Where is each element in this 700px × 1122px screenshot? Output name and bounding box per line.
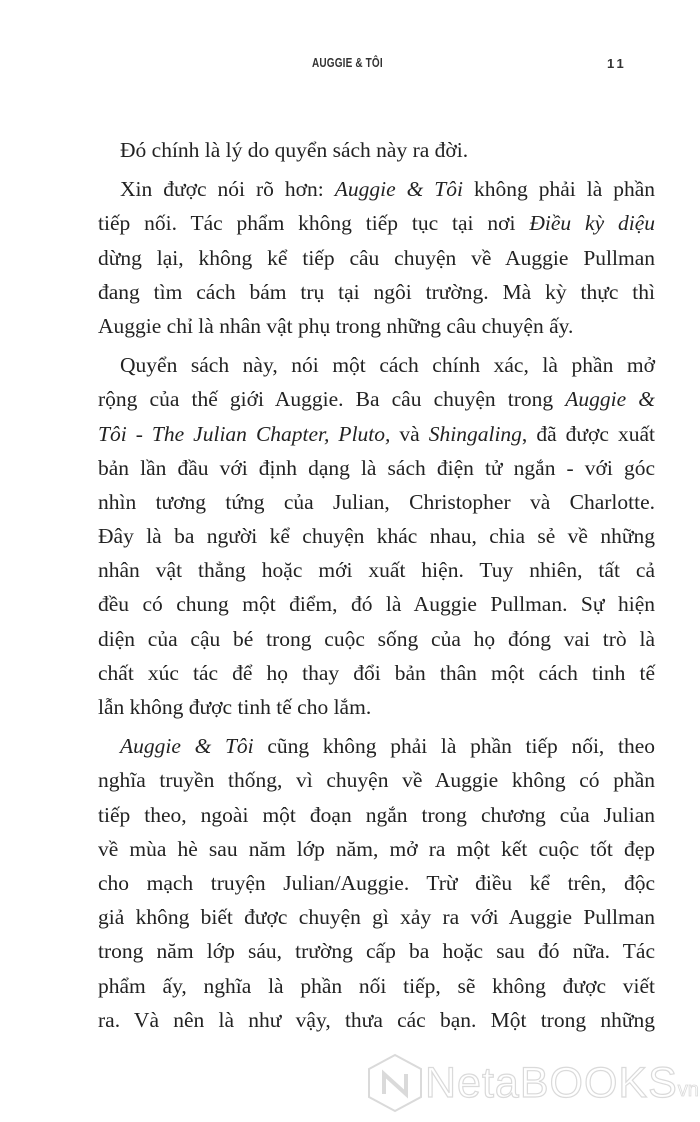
text-line xyxy=(98,798,655,832)
text-line xyxy=(98,519,655,553)
text-line xyxy=(98,417,655,451)
netabooks-logo-icon xyxy=(365,1052,425,1114)
text-line xyxy=(98,348,655,382)
text-segment: dừng lại, không kể tiếp câu chuyện về Auggie Pullman xyxy=(98,245,655,270)
text-line xyxy=(98,1003,655,1037)
text-segment: Đó chính là lý do quyển sách này ra đời. xyxy=(120,138,469,162)
page-number: 11 xyxy=(607,56,627,71)
text-line xyxy=(98,656,655,690)
text-segment: không phải là phần xyxy=(463,177,656,202)
running-header xyxy=(0,56,700,76)
text-segment: nghĩa truyền thống, vì chuyện về Auggie không có phần xyxy=(98,768,655,793)
text-segment: cũng không phải là phần tiếp nối, theo xyxy=(253,734,655,759)
text-segment: rộng của thế giới Auggie. Ba câu chuyện trong xyxy=(98,387,566,412)
text-line xyxy=(98,729,655,763)
text-line xyxy=(98,451,655,485)
text-segment: nhân vật thẳng hoặc mới xuất hiện. Tuy nhiên, tất cả xyxy=(98,558,655,583)
body-text xyxy=(98,133,655,1037)
watermark-text: NetaBOOKS xyxy=(425,1058,678,1107)
running-title: AUGGIE & TÔI xyxy=(312,56,383,70)
text-segment: Đây là ba người kể chuyện khác nhau, chia sẻ về những xyxy=(98,524,655,549)
text-line xyxy=(98,832,655,866)
italic-title-text: Shingaling xyxy=(428,421,522,446)
text-line xyxy=(98,553,655,587)
italic-title-text: Auggie & Tôi xyxy=(334,177,463,202)
text-line xyxy=(98,241,655,275)
text-line xyxy=(98,622,655,656)
text-segment: tiếp theo, ngoài một đoạn ngắn trong chương của Julian xyxy=(98,802,655,827)
text-segment: nhìn tương tứng của Julian, Christopher và Charlotte. xyxy=(98,489,655,514)
text-segment: tiếp nối. Tác phẩm không tiếp tục tại nơi xyxy=(98,211,530,236)
text-segment: Xin được nói rõ hơn: xyxy=(120,177,335,202)
text-line xyxy=(98,206,655,240)
text-segment: Quyển sách này, nói một cách chính xác, là phần mở xyxy=(120,353,655,378)
italic-title-text: Auggie & Tôi xyxy=(120,734,254,759)
text-line xyxy=(98,900,655,934)
text-segment: bản lần đầu với định dạng là sách điện tử ngắn - với góc xyxy=(98,455,655,480)
text-line xyxy=(98,969,655,1003)
italic-title-text: Điều kỳ diệu xyxy=(529,211,655,236)
text-line xyxy=(98,866,655,900)
text-line xyxy=(98,133,655,167)
text-line xyxy=(98,382,655,416)
text-segment: lẫn không được tinh tế cho lắm. xyxy=(98,695,372,719)
text-line xyxy=(98,934,655,968)
text-segment: Auggie chỉ là nhân vật phụ trong những câu chuyện ấy. xyxy=(98,313,574,338)
text-segment: giả không biết được chuyện gì xảy ra với Auggie Pullman xyxy=(98,905,655,930)
text-line xyxy=(98,309,655,343)
watermark xyxy=(365,1052,699,1114)
text-line xyxy=(98,275,655,309)
italic-title-text: Auggie & xyxy=(565,387,656,412)
text-segment: diện của cậu bé trong cuộc sống của họ đóng vai trò là xyxy=(98,626,655,651)
text-segment: ra. Và nên là như vậy, thưa các bạn. Một trong những xyxy=(98,1007,655,1032)
watermark-suffix: vn xyxy=(677,1078,699,1101)
text-segment: đang tìm cách bám trụ tại ngôi trường. Mà kỳ thực thì xyxy=(98,279,655,304)
text-segment: đều có chung một điểm, đó là Auggie Pullman. Sự hiện xyxy=(98,592,655,617)
text-segment: , đã được xuất xyxy=(521,421,656,446)
text-segment: cho mạch truyện Julian/Auggie. Trừ điều kể trên, độc xyxy=(98,870,655,895)
text-segment: về mùa hè sau năm lớp năm, mở ra một kết cuộc tốt đẹp xyxy=(98,836,655,861)
text-segment: trong năm lớp sáu, trường cấp ba hoặc sau đó nữa. Tác xyxy=(98,939,655,964)
text-line xyxy=(98,485,655,519)
text-segment: chất xúc tác để họ thay đổi bản thân một cách tinh tế xyxy=(98,660,655,685)
text-line xyxy=(98,763,655,797)
text-line xyxy=(98,172,655,206)
text-line xyxy=(98,587,655,621)
text-segment: và xyxy=(390,421,429,446)
text-line xyxy=(98,690,655,724)
italic-title-text: Tôi - The Julian Chapter, Pluto, xyxy=(98,421,391,446)
text-segment: phẩm ấy, nghĩa là phần nối tiếp, sẽ không được viết xyxy=(98,973,655,998)
